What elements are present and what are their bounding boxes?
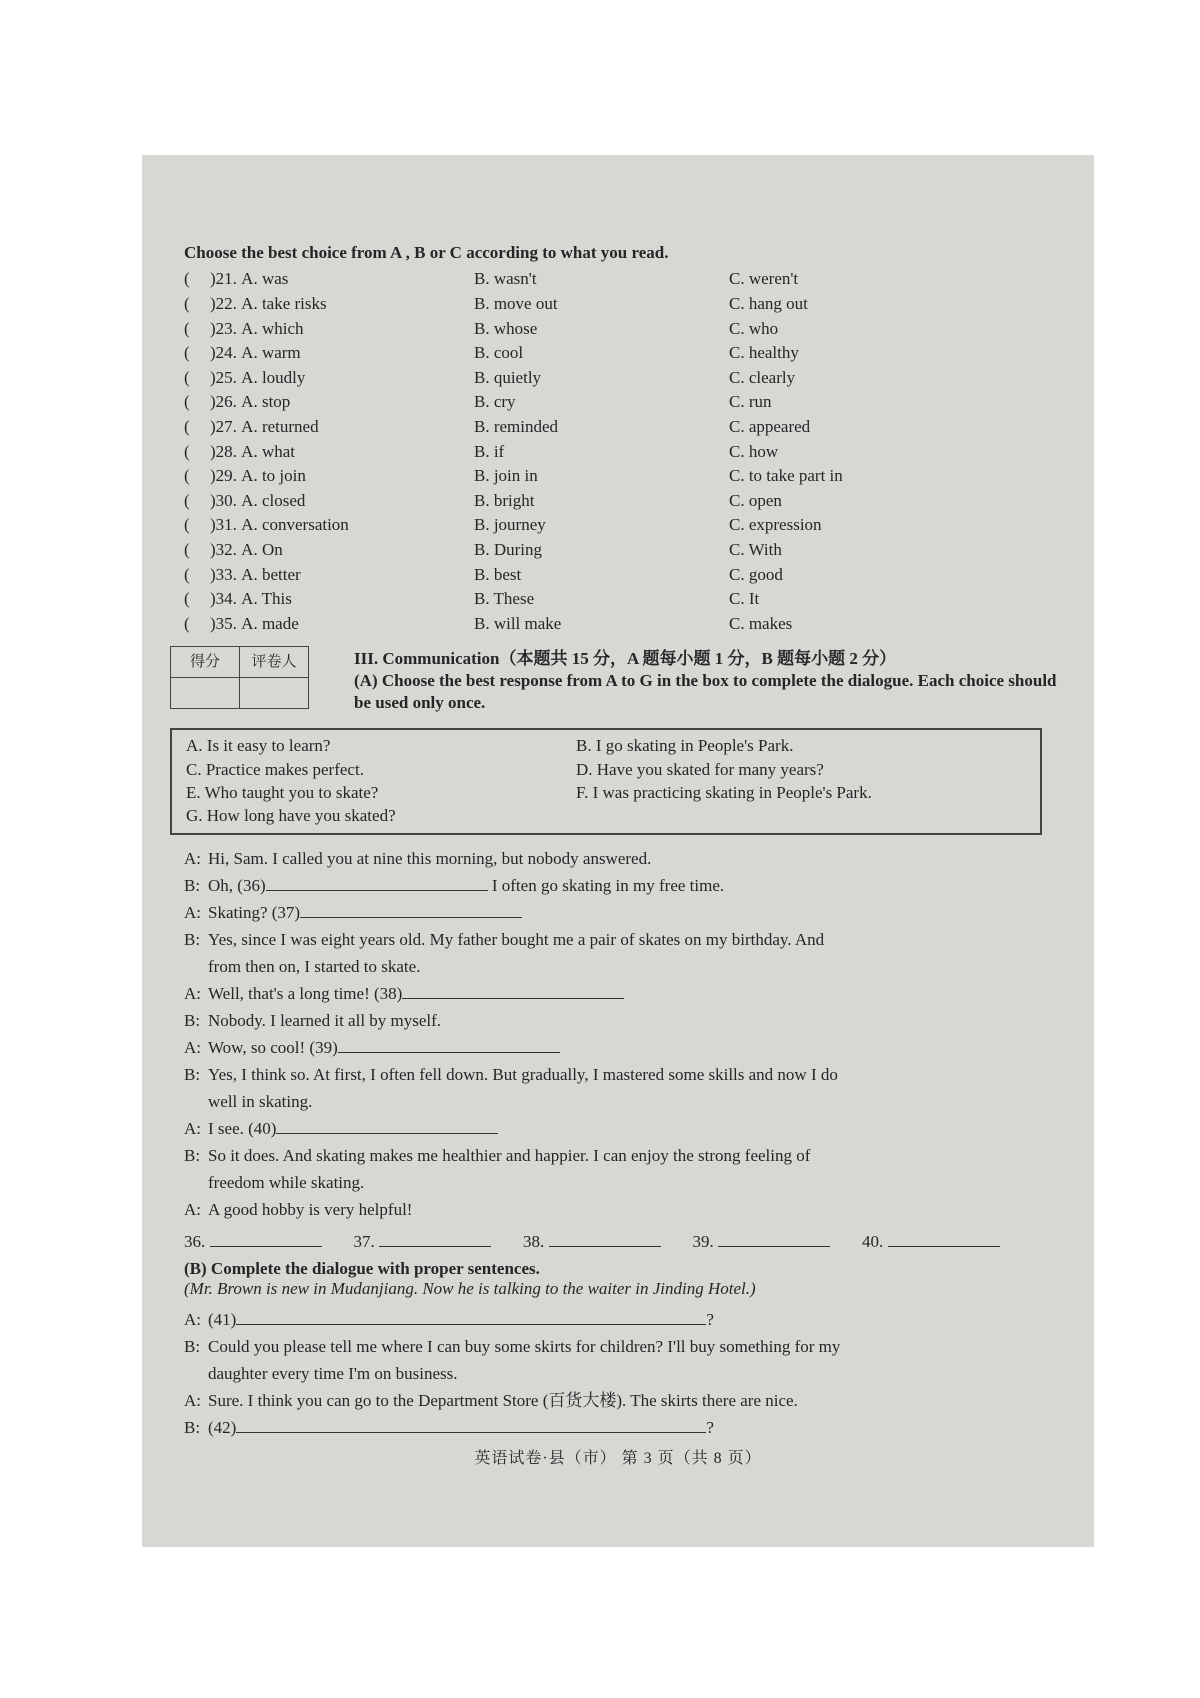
speaker: A:	[184, 849, 201, 869]
dialogue-text: well in skating.	[208, 1092, 313, 1112]
answer-blank-41[interactable]	[236, 1308, 706, 1325]
speaker: A:	[184, 1310, 201, 1330]
answer-blank-37[interactable]	[300, 901, 522, 918]
option-a: A. loudly	[241, 367, 306, 387]
dialogue-text: Nobody. I learned it all by myself.	[208, 1011, 442, 1031]
dialogue-text: ?	[706, 1418, 714, 1438]
question-dot: .	[232, 367, 242, 387]
question-number: 26	[215, 392, 233, 412]
option-b: B. These	[474, 589, 535, 609]
option-b: B. journey	[474, 515, 546, 535]
option-a: A. was	[241, 269, 289, 289]
question-number: 24	[215, 343, 233, 363]
question-number: 33	[215, 564, 233, 584]
dialogue-a	[184, 843, 1064, 1221]
answer-bracket[interactable]: (	[184, 466, 190, 486]
question-row	[184, 513, 1064, 538]
question-row	[184, 390, 1064, 415]
dialogue-line	[184, 1331, 1064, 1358]
question-dot: .	[232, 269, 242, 289]
question-row	[184, 464, 1064, 489]
section3-parta-instruction: (A) Choose the best response from A to G in the box to complete the dialogue. Each choice should be used only once.	[354, 671, 1057, 713]
dialogue-text: A good hobby is very helpful!	[208, 1200, 413, 1220]
speaker: B:	[184, 1011, 201, 1031]
option-c: C. hang out	[729, 294, 808, 314]
question-row	[184, 341, 1064, 366]
dialogue-text: Sure. I think you can go to the Department Store (百货大楼). The skirts there are nice.	[208, 1391, 798, 1411]
dialogue-line	[184, 924, 1064, 951]
bracket-close: )	[210, 367, 216, 387]
question-list	[184, 267, 1064, 636]
option-c: C. appeared	[729, 417, 811, 437]
option-a: A. conversation	[241, 515, 349, 535]
dialogue-line	[184, 1194, 1064, 1221]
answer-bracket[interactable]: (	[184, 441, 190, 461]
question-stem	[184, 269, 474, 289]
section3-header	[184, 648, 1064, 722]
option-a: A. which	[241, 318, 304, 338]
option-a: A. stop	[241, 392, 291, 412]
dialogue-line	[184, 897, 1064, 924]
question-row	[184, 587, 1064, 612]
page-footer: 英语试卷·县（市） 第 3 页（共 8 页）	[474, 1450, 762, 1467]
bracket-close: )	[210, 613, 216, 633]
option-a: A. what	[241, 441, 295, 461]
dialogue-line	[184, 1005, 1064, 1032]
answer-blank[interactable]	[379, 1230, 491, 1247]
partb-title: (B) Complete the dialogue with proper sentences.	[184, 1258, 540, 1278]
section-instruction: Choose the best choice from A , B or C according to what you read.	[184, 243, 669, 262]
answer-number: 37.	[353, 1232, 375, 1252]
choice-b: B. I go skating in People's Park.	[576, 736, 794, 756]
answer-blank[interactable]	[210, 1230, 322, 1247]
bracket-close: )	[210, 540, 216, 560]
grader-cell	[240, 678, 309, 709]
dialogue-text: daughter every time I'm on business.	[208, 1364, 458, 1384]
question-row	[184, 267, 1064, 292]
dialogue-text: So it does. And skating makes me healthier and happier. I can enjoy the strong feeling of	[208, 1146, 811, 1166]
dialogue-text: I see. (40)	[208, 1119, 277, 1139]
question-dot: .	[232, 490, 242, 510]
question-dot: .	[232, 294, 242, 314]
option-c: C. run	[729, 392, 772, 412]
answer-bracket[interactable]: (	[184, 318, 190, 338]
question-dot: .	[232, 343, 242, 363]
question-stem	[184, 589, 474, 609]
dialogue-line	[184, 1059, 1064, 1086]
question-stem	[184, 392, 474, 412]
speaker: B:	[184, 1337, 201, 1357]
answer-blank-40[interactable]	[276, 1117, 498, 1134]
option-a: A. take risks	[241, 294, 327, 314]
option-b: B. quietly	[474, 367, 542, 387]
answer-blank-38[interactable]	[402, 982, 624, 999]
option-b: B. During	[474, 540, 542, 560]
question-stem	[184, 343, 474, 363]
dialogue-line	[184, 1032, 1064, 1059]
bracket-close: )	[210, 269, 216, 289]
question-dot: .	[232, 417, 242, 437]
option-c: C. It	[729, 589, 760, 609]
option-c: C. open	[729, 490, 782, 510]
question-stem	[184, 368, 474, 388]
question-dot: .	[232, 589, 242, 609]
question-number: 25	[215, 367, 233, 387]
question-dot: .	[232, 392, 242, 412]
option-a: A. This	[241, 589, 292, 609]
question-stem	[184, 442, 474, 462]
score-label: 得分	[171, 647, 240, 678]
option-b: B. bright	[474, 490, 535, 510]
option-c: C. makes	[729, 613, 793, 633]
dialogue-text: Could you please tell me where I can buy some skirts for children? I'll buy something for my	[208, 1337, 841, 1357]
question-stem	[184, 294, 474, 314]
dialogue-line-cont	[184, 1167, 1064, 1194]
question-dot: .	[232, 466, 242, 486]
question-dot: .	[232, 515, 242, 535]
question-dot: .	[232, 613, 242, 633]
bracket-close: )	[210, 417, 216, 437]
option-b: B. best	[474, 564, 522, 584]
option-b: B. if	[474, 441, 505, 461]
dialogue-text: Well, that's a long time! (38)	[208, 984, 403, 1004]
option-c: C. healthy	[729, 343, 799, 363]
option-c: C. to take part in	[729, 466, 843, 486]
answer-number: 39.	[692, 1232, 714, 1252]
answer-bracket[interactable]: (	[184, 564, 190, 584]
dialogue-text: Skating? (37)	[208, 903, 301, 923]
answer-slot	[693, 1230, 831, 1252]
dialogue-b	[184, 1304, 1064, 1439]
dialogue-line	[184, 978, 1064, 1005]
speaker: A:	[184, 1391, 201, 1411]
dialogue-text: Wow, so cool! (39)	[208, 1038, 338, 1058]
option-a: A. On	[241, 540, 283, 560]
answer-bracket[interactable]: (	[184, 294, 190, 314]
dialogue-text: freedom while skating.	[208, 1173, 365, 1193]
answer-bracket[interactable]: (	[184, 589, 190, 609]
answer-blank[interactable]	[718, 1230, 830, 1247]
bracket-close: )	[210, 490, 216, 510]
question-row	[184, 366, 1064, 391]
question-number: 27	[215, 417, 233, 437]
bracket-close: )	[210, 294, 216, 314]
dialogue-line	[184, 870, 1064, 897]
question-row	[184, 489, 1064, 514]
question-stem	[184, 491, 474, 511]
dialogue-text: (41)	[208, 1310, 237, 1330]
dialogue-line	[184, 1412, 1064, 1439]
question-dot: .	[232, 441, 242, 461]
question-row	[184, 563, 1064, 588]
option-a: A. to join	[241, 466, 306, 486]
answer-bracket[interactable]: (	[184, 613, 190, 633]
option-c: C. weren't	[729, 269, 799, 289]
dialogue-text: (42)	[208, 1418, 237, 1438]
dialogue-text: Hi, Sam. I called you at nine this morning, but nobody answered.	[208, 849, 652, 869]
option-a: A. returned	[241, 417, 319, 437]
speaker: B:	[184, 1065, 201, 1085]
question-dot: .	[232, 318, 242, 338]
choice-c: C. Practice makes perfect.	[186, 759, 364, 779]
dialogue-text: from then on, I started to skate.	[208, 957, 421, 977]
option-a: A. better	[241, 564, 301, 584]
option-c: C. how	[729, 441, 779, 461]
option-a: A. warm	[241, 343, 301, 363]
dialogue-line	[184, 843, 1064, 870]
option-b: B. wasn't	[474, 269, 537, 289]
dialogue-line-cont	[184, 1358, 1064, 1385]
dialogue-line-cont	[184, 951, 1064, 978]
speaker: B:	[184, 876, 201, 896]
dialogue-text: I often go skating in my free time.	[487, 876, 725, 896]
option-c: C. good	[729, 564, 783, 584]
option-a: A. made	[241, 613, 299, 633]
question-stem	[184, 614, 474, 634]
dialogue-text: Oh, (36)	[208, 876, 266, 896]
question-number: 30	[215, 490, 233, 510]
answer-bracket[interactable]: (	[184, 269, 190, 289]
dialogue-text: Yes, since I was eight years old. My father bought me a pair of skates on my birthday. And	[208, 930, 825, 950]
speaker: B:	[184, 930, 201, 950]
option-b: B. move out	[474, 294, 558, 314]
bracket-close: )	[210, 343, 216, 363]
bracket-close: )	[210, 466, 216, 486]
speaker: B:	[184, 1146, 201, 1166]
answer-slot	[862, 1230, 1000, 1252]
answer-slot	[523, 1230, 661, 1252]
dialogue-line-cont	[184, 1086, 1064, 1113]
speaker: B:	[184, 1418, 201, 1438]
question-number: 34	[215, 589, 233, 609]
answer-bracket[interactable]: (	[184, 367, 190, 387]
dialogue-line	[184, 1385, 1064, 1412]
question-row	[184, 538, 1064, 563]
question-number: 29	[215, 466, 233, 486]
answer-row	[184, 1225, 1064, 1253]
option-c: C. expression	[729, 515, 822, 535]
partb-context: (Mr. Brown is new in Mudanjiang. Now he is talking to the waiter in Jinding Hotel.)	[184, 1279, 756, 1299]
bracket-close: )	[210, 392, 216, 412]
option-c: C. clearly	[729, 367, 796, 387]
answer-bracket[interactable]: (	[184, 343, 190, 363]
answer-slot	[354, 1230, 492, 1252]
choice-e: E. Who taught you to skate?	[186, 783, 379, 803]
question-number: 22	[215, 294, 233, 314]
answer-blank-42[interactable]	[236, 1416, 706, 1433]
question-row	[184, 440, 1064, 465]
bracket-close: )	[210, 564, 216, 584]
question-row	[184, 317, 1064, 342]
question-stem	[184, 319, 474, 339]
score-box	[170, 646, 309, 709]
choice-d: D. Have you skated for many years?	[576, 759, 824, 779]
speaker: A:	[184, 1038, 201, 1058]
answer-blank-36[interactable]	[266, 874, 488, 891]
question-number: 28	[215, 441, 233, 461]
choice-a: A. Is it easy to learn?	[186, 736, 331, 756]
score-cell	[171, 678, 240, 709]
question-number: 32	[215, 540, 233, 560]
speaker: A:	[184, 984, 201, 1004]
exam-page	[142, 155, 1094, 1547]
question-stem	[184, 417, 474, 437]
answer-bracket[interactable]: (	[184, 490, 190, 510]
question-stem	[184, 540, 474, 560]
option-a: A. closed	[241, 490, 306, 510]
dialogue-line	[184, 1140, 1064, 1167]
question-row	[184, 415, 1064, 440]
option-b: B. reminded	[474, 417, 559, 437]
grader-label: 评卷人	[240, 647, 309, 678]
question-row	[184, 612, 1064, 637]
answer-number: 40.	[862, 1232, 884, 1252]
bracket-close: )	[210, 515, 216, 535]
answer-bracket[interactable]: (	[184, 540, 190, 560]
speaker: A:	[184, 1119, 201, 1139]
answer-bracket[interactable]: (	[184, 392, 190, 412]
option-c: C. With	[729, 540, 782, 560]
answer-blank[interactable]	[888, 1230, 1000, 1247]
speaker: A:	[184, 1200, 201, 1220]
speaker: A:	[184, 903, 201, 923]
question-stem	[184, 466, 474, 486]
dialogue-line	[184, 1304, 1064, 1331]
answer-slot	[184, 1230, 322, 1252]
question-number: 23	[215, 318, 233, 338]
question-dot: .	[232, 540, 242, 560]
option-b: B. cry	[474, 392, 516, 412]
question-number: 35	[215, 613, 233, 633]
question-row	[184, 292, 1064, 317]
answer-number: 36.	[184, 1232, 206, 1252]
option-b: B. whose	[474, 318, 538, 338]
dialogue-line	[184, 1113, 1064, 1140]
question-dot: .	[232, 564, 242, 584]
question-stem	[184, 565, 474, 585]
bracket-close: )	[210, 441, 216, 461]
choice-f: F. I was practicing skating in People's Park.	[576, 783, 872, 803]
page-content	[184, 243, 1064, 1439]
section3-title: III. Communication（本题共 15 分，A 题每小题 1 分，B 题每小题 2 分）	[354, 649, 897, 669]
option-c: C. who	[729, 318, 779, 338]
question-number: 31	[215, 515, 233, 535]
answer-blank[interactable]	[549, 1230, 661, 1247]
option-b: B. join in	[474, 466, 538, 486]
choice-box	[170, 728, 1042, 835]
answer-bracket[interactable]: (	[184, 417, 190, 437]
question-number: 21	[215, 269, 233, 289]
dialogue-text: Yes, I think so. At first, I often fell down. But gradually, I mastered some skills and now I do	[208, 1065, 838, 1085]
choice-g: G. How long have you skated?	[186, 806, 396, 826]
dialogue-text: ?	[706, 1310, 714, 1330]
section3-text	[354, 648, 1074, 714]
answer-bracket[interactable]: (	[184, 515, 190, 535]
bracket-close: )	[210, 589, 216, 609]
question-stem	[184, 515, 474, 535]
option-b: B. cool	[474, 343, 524, 363]
bracket-close: )	[210, 318, 216, 338]
answer-number: 38.	[523, 1232, 545, 1252]
option-b: B. will make	[474, 613, 562, 633]
answer-blank-39[interactable]	[338, 1036, 560, 1053]
